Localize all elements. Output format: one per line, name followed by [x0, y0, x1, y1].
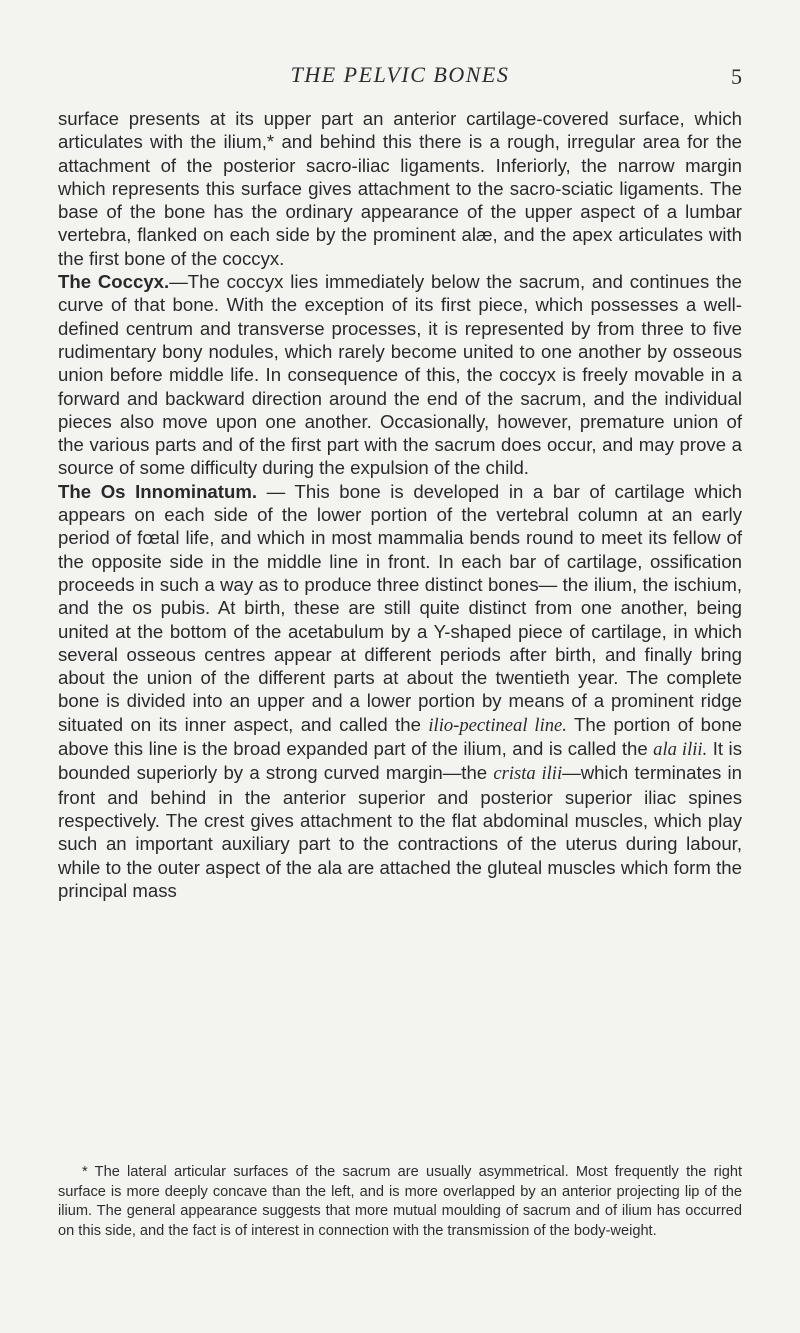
paragraph-text: It is bounded superiorly by a strong curved margin—the — [58, 738, 742, 784]
paragraph-text: The portion of bone above this line is the broad expanded part of the ilium, and is called the — [58, 713, 743, 760]
paragraph-sacrum-surface — [58, 107, 742, 270]
term-ala-ilii: ala ilii. — [653, 739, 708, 761]
footnote-text: * The lateral articular surfaces of the sacrum are usually asymmetrical. Most frequently the right surface is more deeply concave than the left, and is more overlapped by an anterior projecting lip of the ilium. The general appearance suggests that more mutual moulding of sacrum and of ilium has occurred on this side, and the fact is of interest in connection with the transmission of the body-weight. — [58, 1164, 742, 1239]
term-crista-ilii: crista ilii — [493, 763, 563, 785]
paragraph-coccyx — [58, 270, 742, 480]
paragraph-text: —The coccyx lies immediately below the sacrum, and continues the curve of that bone. With the exception of its first piece, which possesses a well-defined centrum and transverse processes, it is represented by from three to five rudimentary bony nodules, which rarely become united to one another by osseous union before middle life. In consequence of this, the coccyx is freely movable in a forward and backward direction around the end of the sacrum, and the individual pieces also move upon one another. Occasionally, however, premature union of the various parts and of the first part with the sacrum does occur, and may prove a source of some difficulty during the expulsion of the child. — [58, 271, 742, 479]
main-text — [58, 107, 742, 902]
footnote — [58, 1163, 742, 1241]
paragraph-text: —which terminates in front and behind in the anterior superior and posterior superior iliac spines respectively. The crest gives attachment to the flat abdominal muscles, which play such an important auxiliary part to the contractions of the uterus during labour, while to the outer aspect of the ala are attached the gluteal muscles which form the principal mass — [58, 762, 742, 901]
section-heading-os-innominatum: The Os Innominatum. — [58, 480, 258, 502]
paragraph-os-innominatum — [58, 480, 742, 902]
term-ilio-pectineal-line: ilio-pectineal line. — [428, 714, 567, 736]
paragraph-text: — This bone is developed in a bar of cartilage which appears on each side of the lower portion of the vertebral column at an early period of fœtal life, and which in most mammalia bends round to meet its fellow of the opposite side in the middle line in front. In each bar of cartilage, ossification proceeds in such a way as to produce three distinct bones— the ilium, the ischium, and the os pubis. At birth, these are still quite distinct from one another, being united at the bottom of the acetabulum by a Y-shaped piece of cartilage, in which several osseous centres appear at different periods after birth, and finally bring about the union of the different parts at about the twentieth year. The complete bone is divided into an upper and a lower portion by means of a prominent ridge situated on its inner aspect, and called the — [58, 480, 742, 735]
section-heading-coccyx: The Coccyx. — [58, 271, 170, 293]
page-number: 5 — [731, 64, 742, 89]
paragraph-text: surface presents at its upper part an anterior cartilage-covered surface, which articulates with the ilium,* and behind this there is a rough, irregular area for the attachment of the posterior sacro-iliac ligaments. Inferiorly, the narrow margin which represents this surface gives attachment to the sacro-sciatic ligaments. The base of the bone has the ordinary appearance of the upper aspect of a lumbar vertebra, flanked on each side by the prominent alæ, and the apex articulates with the first bone of the coccyx. — [58, 108, 742, 269]
running-title: THE PELVIC BONES — [290, 62, 510, 87]
